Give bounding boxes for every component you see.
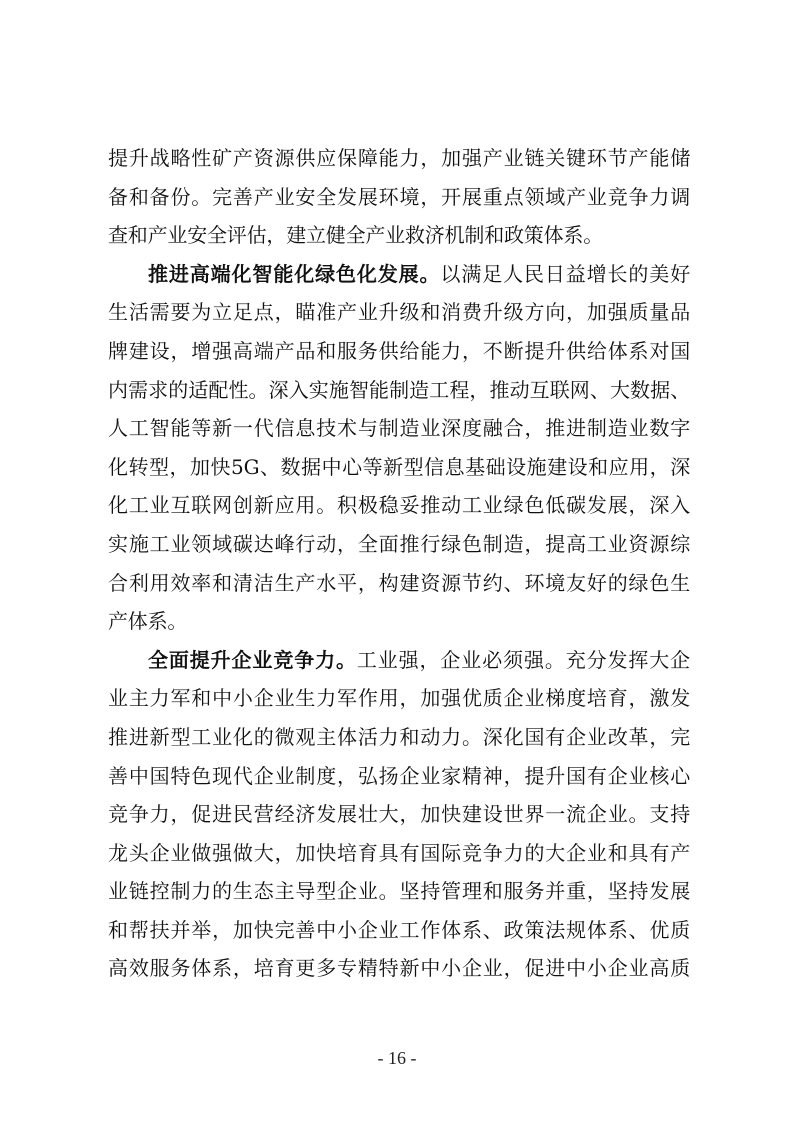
body-line: 化工业互联网创新应用。积极稳妥推动工业绿色低碳发展，深入 bbox=[108, 493, 690, 518]
body-line: 善中国特色现代企业制度，弘扬企业家精神，提升国有企业核心 bbox=[108, 763, 690, 788]
paragraph-heading: 推进高端化智能化绿色化发展。 bbox=[148, 261, 441, 286]
body-line: 实施工业领域碳达峰行动，全面推行绿色制造，提高工业资源综 bbox=[108, 531, 690, 556]
body-text: 工业强，企业必须强。充分发挥大企 bbox=[356, 647, 690, 672]
body-line: 提升战略性矿产资源供应保障能力，加强产业链关键环节产能储 bbox=[108, 146, 690, 170]
body-line: 产体系。 bbox=[108, 609, 188, 634]
body-line: 高效服务体系，培育更多专精特新中小企业，促进中小企业高质 bbox=[108, 956, 690, 981]
body-line: 推进新型工业化的微观主体活力和动力。深化国有企业改革，完 bbox=[108, 724, 690, 749]
document-body bbox=[108, 139, 690, 988]
body-line: 业链控制力的生态主导型企业。坚持管理和服务并重，坚持发展 bbox=[108, 879, 690, 904]
page-number: - 16 - bbox=[377, 1048, 417, 1068]
paragraph-heading: 全面提升企业竞争力。 bbox=[148, 647, 357, 672]
body-line: 牌建设，增强高端产品和服务供给能力，不断提升供给体系对国 bbox=[108, 338, 690, 363]
paragraph-first-line bbox=[108, 641, 690, 680]
body-line: 人工智能等新一代信息技术与制造业深度融合，推进制造业数字 bbox=[108, 416, 690, 441]
body-line: 生活需要为立足点，瞄准产业升级和消费升级方向，加强质量品 bbox=[108, 300, 690, 325]
body-line: 竞争力，促进民营经济发展壮大，加快建设世界一流企业。支持 bbox=[108, 802, 690, 827]
body-line: 业主力军和中小企业生力军作用，加强优质企业梯度培育，激发 bbox=[108, 686, 690, 711]
body-line: 查和产业安全评估，建立健全产业救济机制和政策体系。 bbox=[108, 223, 603, 248]
body-line: 化转型，加快5G、数据中心等新型信息基础设施建设和应用，深 bbox=[108, 454, 690, 479]
body-line: 龙头企业做强做大，加快培育具有国际竞争力的大企业和具有产 bbox=[108, 840, 690, 865]
body-line: 备和备份。完善产业安全发展环境，开展重点领域产业竞争力调 bbox=[108, 184, 690, 209]
body-line: 内需求的适配性。深入实施智能制造工程，推动互联网、大数据、 bbox=[108, 377, 690, 402]
paragraph-first-line bbox=[108, 255, 690, 294]
body-line: 和帮扶并举，加快完善中小企业工作体系、政策法规体系、优质 bbox=[108, 917, 690, 942]
body-text: 以满足人民日益增长的美好 bbox=[440, 261, 690, 286]
body-line: 合利用效率和清洁生产水平，构建资源节约、环境友好的绿色生 bbox=[108, 570, 690, 595]
